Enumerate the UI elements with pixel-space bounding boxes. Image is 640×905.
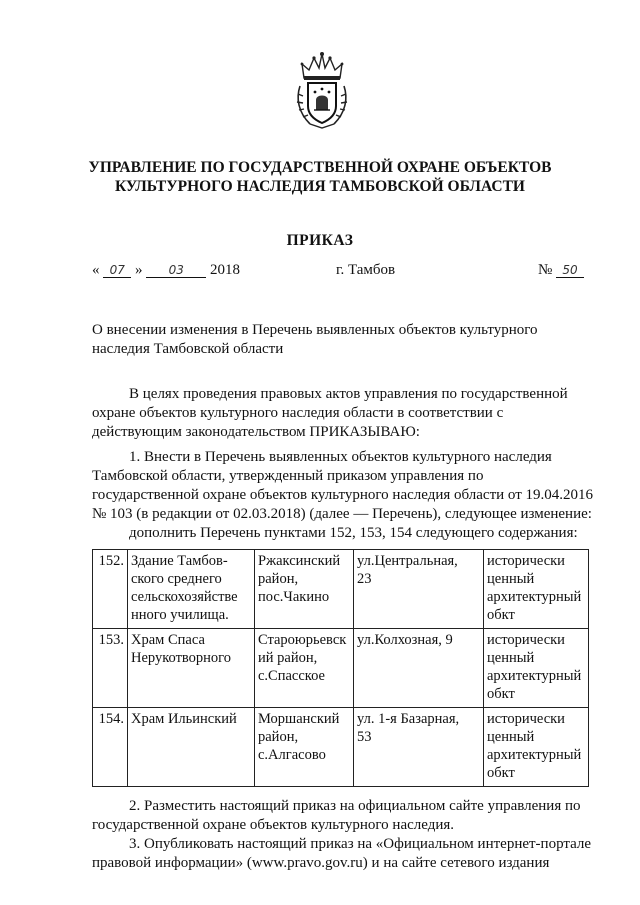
item-1-line: Тамбовской области, утвержденный приказом управления по [92, 468, 484, 484]
date-month: 03 [146, 263, 206, 278]
document-type-title: ПРИКАЗ [286, 232, 354, 249]
date-day: 07 [103, 263, 131, 278]
item-1-line: государственной охране объектов культурного наследия области от 19.04.2016 [92, 487, 594, 503]
cell-line: обкт [487, 607, 515, 623]
cell-line: Ржаксинский [258, 553, 341, 569]
row-number-cell: 152. [93, 550, 128, 629]
cell-line: ул. 1-я Базарная, [357, 711, 460, 727]
preamble-line: действующим законодательством ПРИКАЗЫВАЮ: [92, 424, 420, 440]
item-3-paragraph [92, 835, 597, 873]
cell-line: исторически [487, 632, 565, 648]
cell-line: Моршанский [258, 711, 340, 727]
subject-line: О внесении изменения в Перечень выявленных объектов культурного [92, 322, 538, 338]
cell-line: ценный [487, 571, 535, 587]
row-number-cell: 154. [93, 708, 128, 787]
address-cell [354, 629, 484, 708]
order-number [538, 262, 584, 279]
order-date [92, 262, 240, 279]
district-cell [255, 550, 354, 629]
item-1-line: № 103 (в редакции от 02.03.2018) (далее — Перечень), следующее изменение: [92, 506, 592, 522]
cell-line: ул.Колхозная, 9 [357, 632, 453, 648]
table-row [93, 629, 589, 708]
address-cell [354, 550, 484, 629]
cell-line: исторически [487, 711, 565, 727]
category-cell [484, 550, 589, 629]
item-1-line: 1. Внести в Перечень выявленных объектов культурного наследия [129, 449, 552, 465]
cell-line: район, [258, 571, 299, 587]
date-quote-close: » [135, 262, 143, 278]
date-quote-open: « [92, 262, 100, 278]
item-1-paragraph [92, 448, 597, 543]
subject-line: наследия Тамбовской области [92, 341, 284, 357]
district-cell [255, 629, 354, 708]
cell-line: с.Алгасово [258, 747, 326, 763]
category-cell [484, 629, 589, 708]
preamble-line: В целях проведения правовых актов управления по государственной [129, 386, 568, 402]
table-row [93, 708, 589, 787]
cell-line: ценный [487, 729, 535, 745]
objects-table [92, 549, 589, 787]
cell-line: Здание Тамбов- [131, 553, 228, 569]
cell-line: сельскохозяйстве [131, 589, 238, 605]
category-cell [484, 708, 589, 787]
cell-line: архитектурный [487, 747, 582, 763]
item-2-line: 2. Разместить настоящий приказ на официальном сайте управления по [129, 798, 581, 814]
cell-line: ского среднего [131, 571, 222, 587]
object-name-cell [128, 708, 255, 787]
cell-line: архитектурный [487, 668, 582, 684]
cell-line: нного училища. [131, 607, 229, 623]
address-cell [354, 708, 484, 787]
cell-line: 53 [357, 729, 372, 745]
cell-line: район, [258, 729, 299, 745]
cell-line: обкт [487, 765, 515, 781]
cell-line: обкт [487, 686, 515, 702]
district-cell [255, 708, 354, 787]
number-value: 50 [556, 263, 584, 278]
agency-name-line2: КУЛЬТУРНОГО НАСЛЕДИЯ ТАМБОВСКОЙ ОБЛАСТИ [115, 178, 525, 195]
cell-line: исторически [487, 553, 565, 569]
item-3-line: 3. Опубликовать настоящий приказ на «Официальном интернет-портале [129, 836, 592, 852]
date-year: 2018 [210, 262, 240, 278]
object-name-cell [128, 629, 255, 708]
cell-line: с.Спасское [258, 668, 325, 684]
item-2-line: государственной охране объектов культурного наследия. [92, 817, 455, 833]
item-2-paragraph [92, 797, 597, 835]
cell-line: Храм Спаса [131, 632, 205, 648]
cell-line: пос.Чакино [258, 589, 330, 605]
cell-line: 23 [357, 571, 372, 587]
cell-line: ул.Центральная, [357, 553, 458, 569]
cell-line: ий район, [258, 650, 318, 666]
coat-of-arms-emblem [294, 50, 350, 130]
number-label: № [538, 262, 553, 278]
city: г. Тамбов [336, 262, 396, 278]
cell-line: архитектурный [487, 589, 582, 605]
item-1-line: дополнить Перечень пунктами 152, 153, 154 следующего содержания: [129, 525, 578, 541]
subject-paragraph [92, 321, 597, 359]
cell-line: ценный [487, 650, 535, 666]
cell-line: Храм Ильинский [131, 711, 237, 727]
agency-name-line1: УПРАВЛЕНИЕ ПО ГОСУДАРСТВЕННОЙ ОХРАНЕ ОБЪЕКТОВ [88, 159, 552, 176]
row-number-cell: 153. [93, 629, 128, 708]
object-name-cell [128, 550, 255, 629]
preamble-paragraph [92, 385, 597, 442]
table-row [93, 550, 589, 629]
item-3-line: правовой информации» (www.pravo.gov.ru) и на сайте сетевого издания [92, 855, 550, 871]
cell-line: Староюрьевск [258, 632, 347, 648]
cell-line: Нерукотворного [131, 650, 232, 666]
preamble-line: охране объектов культурного наследия области в соответствии с [92, 405, 504, 421]
